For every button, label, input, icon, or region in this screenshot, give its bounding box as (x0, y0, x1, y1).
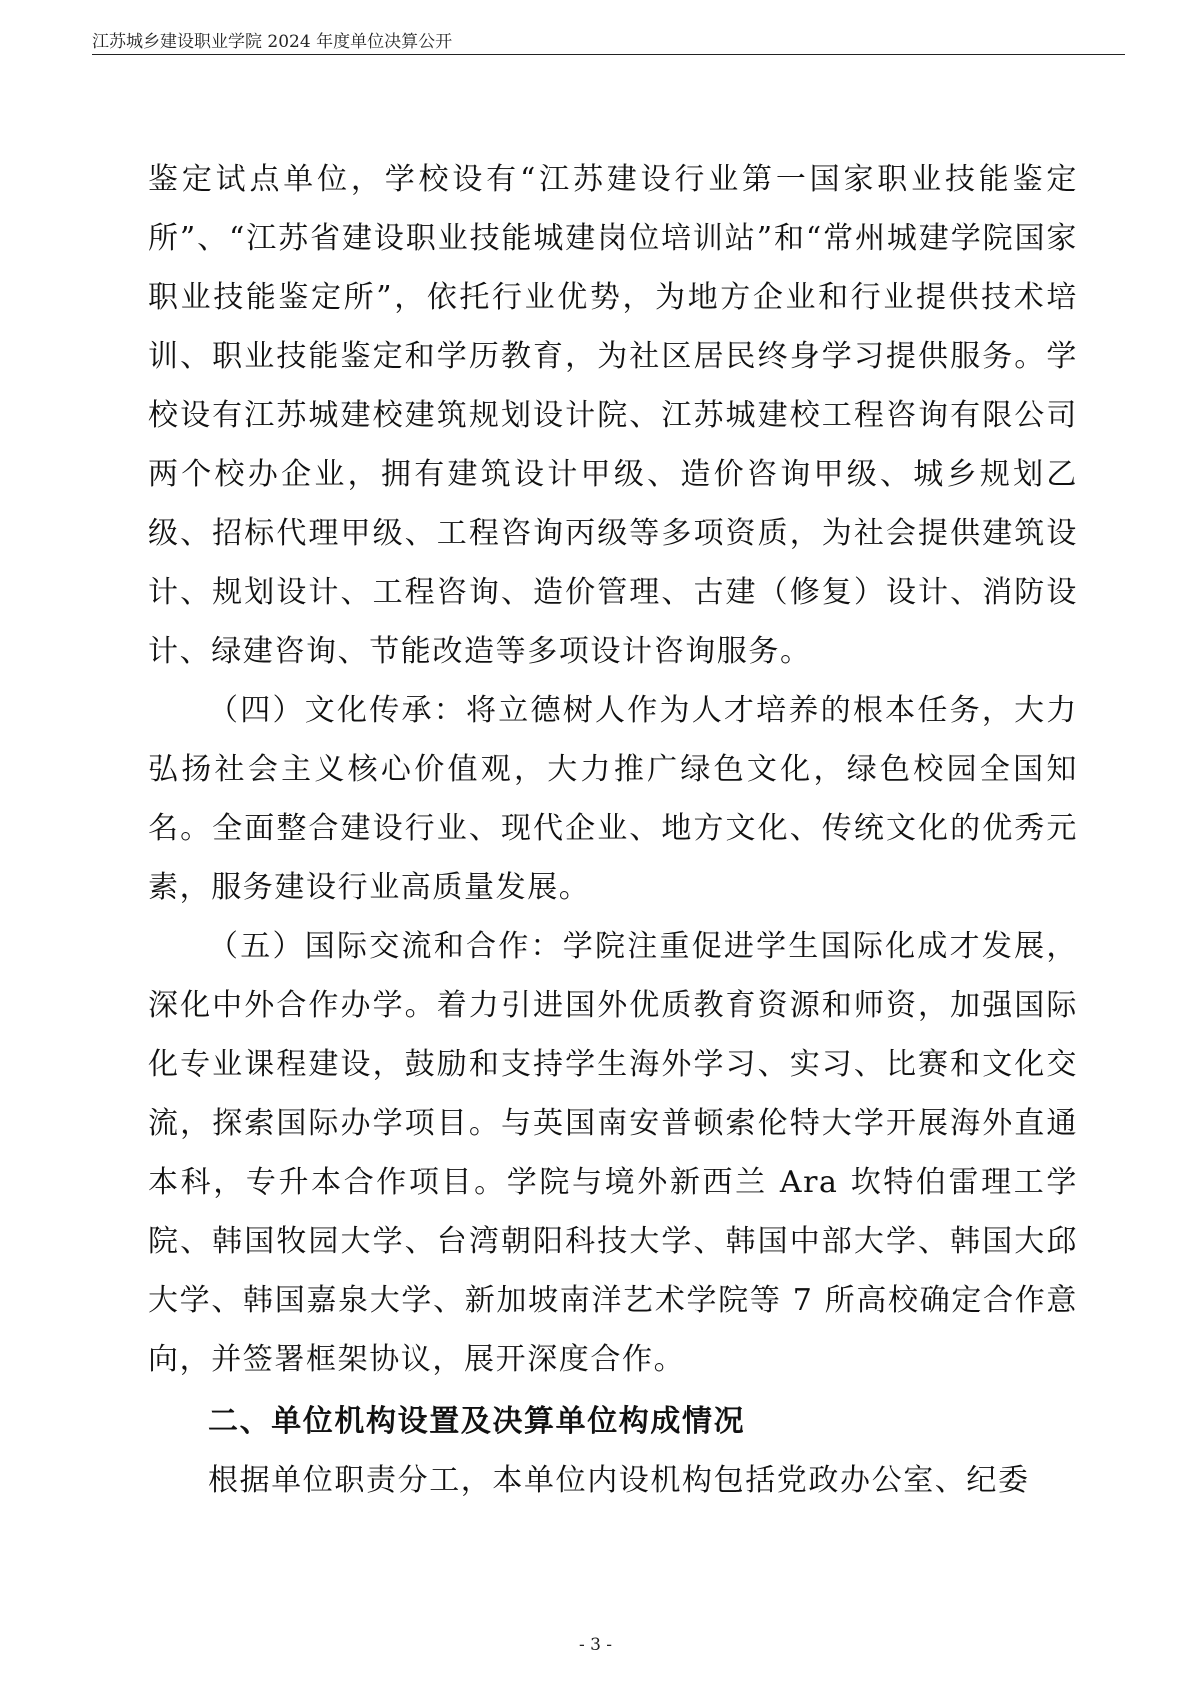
section-heading: 二、单位机构设置及决算单位构成情况 (208, 1404, 746, 1439)
page-number: - 3 - (578, 1635, 613, 1655)
paragraph-continued: 鉴定试点单位，学校设有“江苏建设行业第一国家职业技能鉴定所”、“江苏省建设职业技能城建岗位培训站”和“常州城建学院国家职业技能鉴定所”，依托行业优势，为地方企业和行业提供技术培训、职业技能鉴定和学历教育，为社区居民终身学习提供服务。学校设有江苏城建校建筑规划设计院、江苏城建校工程咨询有限公司两个校办企业，拥有建筑设计甲级、造价咨询甲级、城乡规划乙级、招标代理甲级、工程咨询丙级等多项资质，为社会提供建筑设计、规划设计、工程咨询、造价管理、古建（修复）设计、消防设计、绿建咨询、节能改造等多项设计咨询服务。 (148, 162, 1078, 669)
running-header: 江苏城乡建设职业学院 2024 年度单位决算公开 (92, 32, 453, 52)
paragraph-institutional-setup: 根据单位职责分工，本单位内设机构包括党政办公室、纪委 (208, 1463, 1030, 1498)
paragraph-international-cooperation: （五）国际交流和合作：学院注重促进学生国际化成才发展，深化中外合作办学。着力引进国外优质教育资源和师资，加强国际化专业课程建设，鼓励和支持学生海外学习、实习、比赛和文化交流，探索国际办学项目。与英国南安普顿索伦特大学开展海外直通本科，专升本合作项目。学院与境外新西兰 Ara 坎特伯雷理工学院、韩国牧园大学、台湾朝阳科技大学、韩国中部大学、韩国大邱大学、韩国嘉泉大学、新加坡南洋艺术学院等 7 所高校确定合作意向，并签署框架协议，展开深度合作。 (148, 929, 1078, 1377)
paragraph-cultural-heritage: （四）文化传承：将立德树人作为人才培养的根本任务，大力弘扬社会主义核心价值观，大力推广绿色文化，绿色校园全国知名。全面整合建设行业、现代企业、地方文化、传统文化的优秀元素，服务建设行业高质量发展。 (148, 693, 1078, 905)
document-body (148, 150, 1078, 1510)
header-divider (92, 54, 1125, 55)
